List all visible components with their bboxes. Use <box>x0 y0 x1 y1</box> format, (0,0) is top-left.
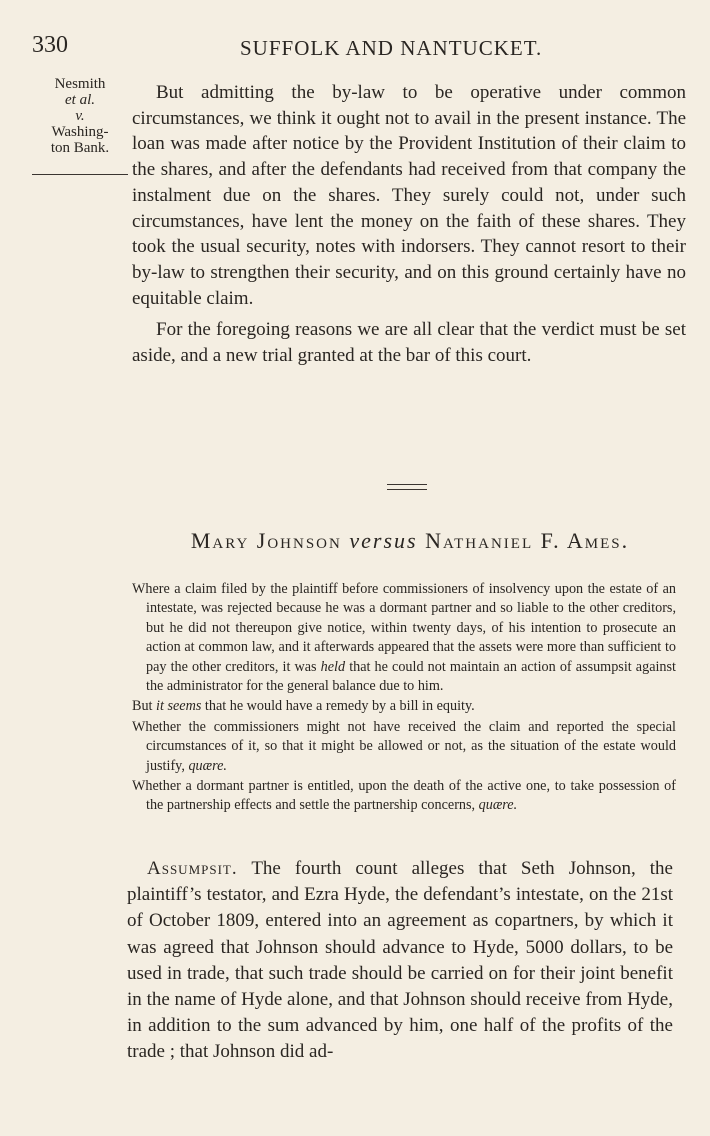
headnote-text: Whether a dormant partner is entitled, upon the death of the active one, to take possession of the partnership effects and settle the partnership concerns, <box>132 778 676 814</box>
margin-line: Washing- <box>51 124 109 140</box>
headnote-text: that he would have a remedy by a bill in equity. <box>204 698 475 715</box>
headnote-paragraph <box>132 580 676 696</box>
margin-line: ton Bank. <box>50 140 110 156</box>
headnote-paragraph <box>132 697 676 716</box>
previous-case-text <box>132 80 686 369</box>
headnote-text: Where a claim filed by the plaintiff before commissioners of insolvency upon the estate of an intestate, was rejected because he was a dormant partner and so liable to the other creditors, but he did not thereupon give notice, within twenty days, of his intention to prosecute an action at common law, and it afterwards appeared that the assets were more than sufficient to pay the other creditors, it was <box>132 581 676 675</box>
defendant-name: Nathaniel F. Ames. <box>425 528 630 553</box>
section-divider <box>387 484 427 490</box>
headnote-italic: quære. <box>188 757 227 774</box>
versus-label: versus <box>349 528 418 553</box>
opinion-body: The fourth count alleges that Seth Johnson, the plaintiff’s testator, and Ezra Hyde, the defendant’s intestate, on the 21st of October 1809, entered into an agreement as copartners, by which it was agreed that Johnson should advance to Hyde, 5000 dollars, to be used in trade, that such trade should be carried on for their joint benefit in the name of Hyde alone, and that Johnson should receive from Hyde, in addition to the sum advanced by him, one half of the profits of the trade ; that Johnson did ad- <box>127 858 673 1063</box>
opinion-lead: Assumpsit. <box>147 858 238 879</box>
paragraph: But admitting the by-law to be operative under common circumstances, we think it ought not to avail in the present instance. The loan was made after notice by the Provident Institution of their claim to the shares, and after the defendants had received from that company the instalment due on the shares. They surely could not, under such circumstances, have lent the money on the faith of these shares. They took the usual security, notes with indorsers. They cannot resort to their by-law to strengthen their security, and on this ground certainly have no equitable claim. <box>132 82 686 309</box>
headnote-paragraph <box>132 718 676 776</box>
headnote-italic: it seems <box>156 698 202 715</box>
margin-rule <box>32 174 128 175</box>
headnote-paragraph <box>132 777 676 816</box>
case-title <box>0 528 710 554</box>
margin-case-reference <box>30 76 130 156</box>
headnote-text: that he could not maintain an action of assumpsit against the administrator for the general balance due to him. <box>146 658 676 695</box>
opinion-text <box>127 856 673 1066</box>
margin-line: et al. <box>65 92 95 108</box>
plaintiff-name: Mary Johnson <box>190 528 342 553</box>
paragraph: For the foregoing reasons we are all clear that the verdict must be set aside, and a new trial granted at the bar of this court. <box>132 319 686 367</box>
headnote <box>132 580 676 817</box>
headnote-text: Whether the commissioners might not have received the claim and reported the special circumstances of it, so that it might be allowed or not, as the situation of the estate would justify, <box>132 718 676 774</box>
headnote-text: But <box>132 698 153 715</box>
headnote-italic: held <box>320 658 346 675</box>
paragraph <box>127 856 673 1066</box>
page-number: 330 <box>32 32 68 58</box>
headnote-italic: quære. <box>478 797 518 814</box>
margin-line: v. <box>75 108 85 124</box>
running-head: SUFFOLK AND NANTUCKET. <box>240 36 543 60</box>
margin-line: Nesmith <box>54 76 106 92</box>
